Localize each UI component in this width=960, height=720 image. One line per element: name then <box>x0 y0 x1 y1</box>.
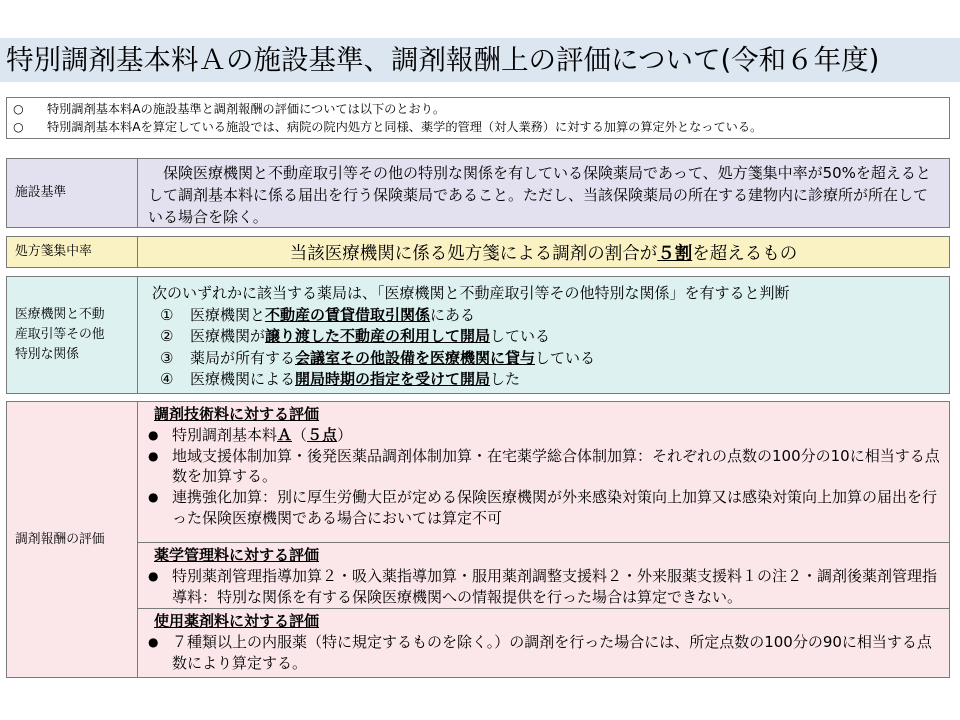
fee-evaluation-content <box>138 402 949 677</box>
special-relation-lead: 次のいずれかに該当する薬局は、「医療機関と不動産取引等その他特別な関係」を有すると判断 <box>152 284 790 302</box>
bullet-item: ● 地域支援体制加算・後発医薬品調剤体制加算・在宅薬学総合体制加算：それぞれの点数の100分の10に相当する点数を加算する。 <box>148 446 940 486</box>
prescription-concentration-text: 当該医療機関に係る処方箋による調剤の割合が ５割 を超えるもの <box>138 237 949 267</box>
fee-evaluation-label: 調剤報酬の評価 <box>7 402 138 677</box>
bullet-item: ● 特別薬剤管理指導加算２・吸入薬指導加算・服用薬剤調整支援料２・外来服薬支援料１の注２・調剤後薬剤管理指導料：特別な関係を有する保険医療機関への情報提供を行った場合は算定できない。 <box>148 566 938 606</box>
special-relation-content <box>138 277 949 393</box>
section-title: 薬学管理料に対する評価 <box>154 546 320 564</box>
bullet-icon: ● <box>148 427 159 442</box>
intro-line <box>13 118 949 136</box>
prescription-concentration-row <box>6 236 950 268</box>
prescription-concentration-label: 処方箋集中率 <box>7 237 138 267</box>
relation-item: ④ 医療機関による開局時期の指定を受けて開局した <box>160 370 521 388</box>
section-title: 調剤技術料に対する評価 <box>154 405 320 423</box>
pharmaceutical-management-fee-section <box>138 543 949 609</box>
dispensing-technical-fee-section <box>138 402 949 543</box>
section-title: 使用薬剤料に対する評価 <box>154 612 320 630</box>
facility-standard-row <box>6 158 950 228</box>
five-tenths-emphasis: ５割 <box>657 243 693 264</box>
bullet-icon: ● <box>148 490 159 505</box>
bullet-icon: ● <box>148 448 159 463</box>
special-relation-label: 医療機関と不動 産取引等その他 特別な関係 <box>7 277 138 393</box>
bullet-item: ● 特別調剤基本料Ａ（５点） <box>148 425 353 444</box>
bullet-item: ● 連携強化加算：別に厚生労働大臣が定める保険医療機関が外来感染対策向上加算又は感染対策向上加算の届出を行った保険医療機関である場合においては算定不可 <box>148 488 938 527</box>
facility-standard-label: 施設基準 <box>7 159 138 227</box>
page-title: 特別調剤基本料Ａの施設基準、調剤報酬上の評価について(令和６年度) <box>6 44 880 76</box>
relation-item: ① 医療機関と不動産の賃貸借取引関係にある <box>160 305 476 324</box>
bullet-item: ● ７種類以上の内服薬（特に規定するものを除く。）の調剤を行った場合には、所定点数の100分の90に相当する点数により算定する。 <box>148 632 932 672</box>
fee-evaluation-row <box>6 401 950 678</box>
facility-standard-text: 保険医療機関と不動産取引等その他の特別な関係を有している保険薬局であって、処方箋集中率が50%を超えるとして調剤基本料に係る届出を行う保険薬局であること。ただし、当該保険薬局の所在する建物内に診療所が所在している場合を除く。 <box>138 159 949 227</box>
intro-box <box>6 97 950 139</box>
relation-item: ② 医療機関が譲り渡した不動産の利用して開局している <box>160 327 551 345</box>
intro-line <box>13 100 949 118</box>
intro-text: 特別調剤基本料Aの施設基準と調剤報酬の評価については以下のとおり。 <box>47 102 446 116</box>
intro-text: 特別調剤基本料Aを算定している施設では、病院の院内処方と同様、薬学的管理（対人業務）に対する加算の算定外となっている。 <box>47 120 763 134</box>
drug-cost-section <box>138 609 949 677</box>
bullet-icon: ● <box>148 568 159 583</box>
relation-item: ③ 薬局が所有する会議室その他設備を医療機関に貸与している <box>160 348 596 367</box>
circle-bullet-icon: ○ <box>13 120 24 134</box>
circle-bullet-icon: ○ <box>13 102 24 116</box>
special-relation-row <box>6 276 950 394</box>
bullet-icon: ● <box>148 634 159 649</box>
